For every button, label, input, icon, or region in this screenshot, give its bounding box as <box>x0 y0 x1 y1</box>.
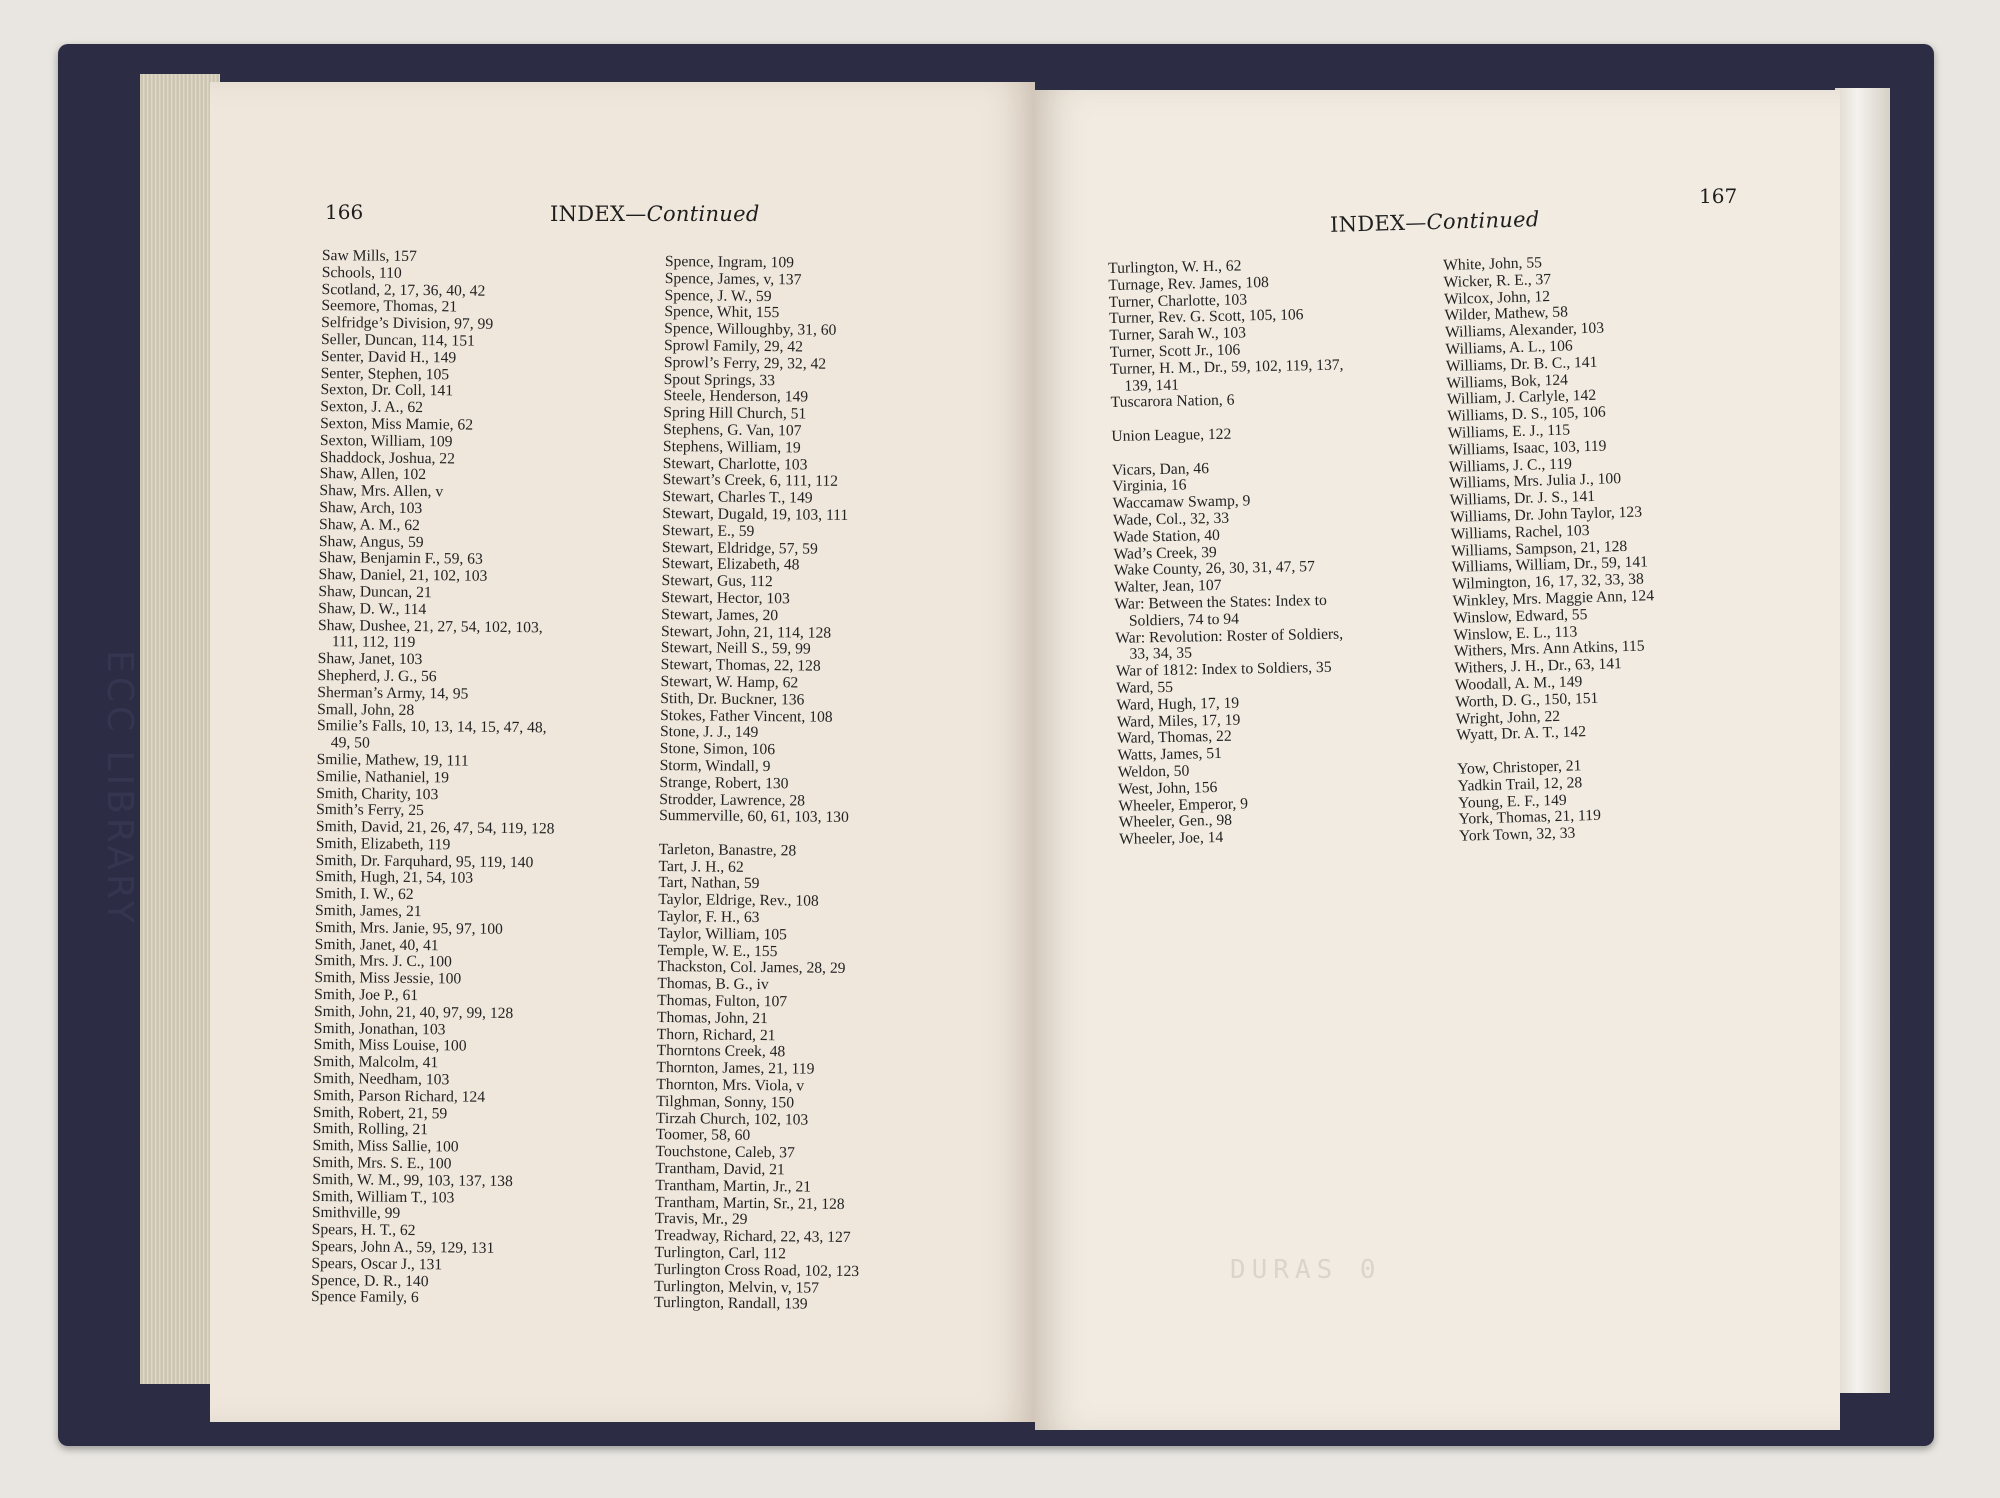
index-entry: Touchstone, Caleb, 37 <box>655 1143 795 1162</box>
index-entry: Ward, Thomas, 22 <box>1117 728 1232 748</box>
index-entry: Smith’s Ferry, 25 <box>316 801 424 820</box>
index-entry: Smith, Parson Richard, 124 <box>313 1086 486 1106</box>
index-entry: Wheeler, Emperor, 9 <box>1118 794 1249 815</box>
index-entry: Ward, Hugh, 17, 19 <box>1116 694 1240 714</box>
index-entry: Spence, D. R., 140 <box>311 1271 429 1290</box>
index-entry: Wake County, 26, 30, 31, 47, 57 <box>1113 558 1315 580</box>
index-entry: 33, 34, 35 <box>1129 644 1193 663</box>
index-entry: Stewart’s Creek, 6, 111, 112 <box>662 471 839 491</box>
index-entry: Shaw, Allen, 102 <box>319 465 427 484</box>
index-entry: Saw Mills, 157 <box>321 247 417 265</box>
index-entry: Thorntons Creek, 48 <box>656 1042 786 1061</box>
index-entry: Stewart, W. Hamp, 62 <box>660 672 799 692</box>
index-entry: Strodder, Lawrence, 28 <box>659 790 806 809</box>
index-entry: Smith, Mrs. Janie, 95, 97, 100 <box>314 918 503 938</box>
index-entry: Wad’s Creek, 39 <box>1113 543 1217 563</box>
index-entry: Shaddock, Joshua, 22 <box>319 448 456 467</box>
running-head-text: INDEX— <box>550 202 647 226</box>
index-entry: Stokes, Father Vincent, 108 <box>660 706 833 726</box>
index-entry: Sexton, Miss Mamie, 62 <box>320 414 474 434</box>
page-number-left: 166 <box>325 200 364 224</box>
index-entry: Williams, Dr. B. C., 141 <box>1445 353 1598 375</box>
index-entry: Senter, Stephen, 105 <box>320 364 450 383</box>
index-entry: Turner, Scott Jr., 106 <box>1109 341 1241 361</box>
index-entry: Shepherd, J. G., 56 <box>317 666 437 686</box>
index-entry: Spout Springs, 33 <box>663 370 776 389</box>
index-entry: Tarleton, Banastre, 28 <box>658 840 797 860</box>
index-entry: Spence, James, v, 137 <box>664 269 802 289</box>
index-entry: Smith, Rolling, 21 <box>312 1120 429 1139</box>
index-entry: Strange, Robert, 130 <box>659 773 789 793</box>
index-entry: Stewart, Eldridge, 57, 59 <box>661 538 818 558</box>
index-entry: Steele, Henderson, 149 <box>663 387 809 406</box>
running-head-continued: Continued <box>1426 207 1540 235</box>
index-entry: Shaw, Duncan, 21 <box>318 582 432 602</box>
index-entry: Walter, Jean, 107 <box>1114 577 1222 597</box>
index-entry: Withers, J. H., Dr., 63, 141 <box>1454 655 1623 677</box>
index-entry: Williams, Bok, 124 <box>1446 371 1569 392</box>
index-entry: Williams, Rachel, 103 <box>1450 521 1590 543</box>
index-entry: Smith, William T., 103 <box>311 1187 455 1207</box>
index-entry: Wilder, Mathew, 58 <box>1444 303 1569 325</box>
index-entry: Smith, Hugh, 21, 54, 103 <box>315 868 474 888</box>
index-entry: Woodall, A. M., 149 <box>1454 673 1583 694</box>
index-entry: Shaw, D. W., 114 <box>318 599 427 618</box>
index-entry: West, John, 156 <box>1117 778 1218 798</box>
index-entry: Worth, D. G., 150, 151 <box>1455 689 1599 711</box>
index-entry: Taylor, William, 105 <box>657 924 787 944</box>
index-entry: Tart, Nathan, 59 <box>658 874 760 893</box>
index-entry: Thomas, Fulton, 107 <box>657 992 788 1011</box>
index-entry: Stone, Simon, 106 <box>659 740 776 759</box>
right-page <box>1035 90 1840 1430</box>
index-entry: Withers, Mrs. Ann Atkins, 115 <box>1453 637 1645 661</box>
index-entry: Smith, Jonathan, 103 <box>313 1019 446 1038</box>
index-entry: Winslow, E. L., 113 <box>1453 622 1578 644</box>
running-head-left <box>550 202 760 226</box>
index-entry: William, J. Carlyle, 142 <box>1446 387 1597 409</box>
index-entry: Virginia, 16 <box>1112 476 1187 496</box>
index-entry: Trantham, Martin, Jr., 21 <box>655 1176 812 1196</box>
index-entry: Smith, Mrs. J. C., 100 <box>314 952 452 971</box>
index-entry: Turnage, Rev. James, 108 <box>1108 273 1270 294</box>
left-page <box>210 82 1035 1422</box>
index-entry: Thornton, James, 21, 119 <box>656 1059 815 1078</box>
index-entry: Williams, Dr. John Taylor, 123 <box>1450 503 1643 526</box>
index-entry: Turner, H. M., Dr., 59, 102, 119, 137, <box>1109 356 1344 378</box>
index-entry: Smith, I. W., 62 <box>315 885 414 904</box>
index-entry: Stewart, James, 20 <box>661 605 779 624</box>
index-entry: Stewart, Charles T., 149 <box>662 488 813 507</box>
index-entry: Smith, Janet, 40, 41 <box>314 935 439 954</box>
index-entry: Stewart, Dugald, 19, 103, 111 <box>662 504 849 524</box>
index-entry: Shaw, Angus, 59 <box>318 532 424 551</box>
index-entry: Williams, Alexander, 103 <box>1444 319 1605 342</box>
index-entry: Small, John, 28 <box>317 700 415 719</box>
index-entry: Williams, Dr. J. S., 141 <box>1449 488 1596 510</box>
library-stamp: ECC LIBRARY <box>99 650 140 927</box>
index-entry: Selfridge’s Division, 97, 99 <box>321 314 494 333</box>
index-entry: Temple, W. E., 155 <box>657 941 778 960</box>
index-entry: Smith, John, 21, 40, 97, 99, 128 <box>313 1002 514 1022</box>
index-entry: Winkley, Mrs. Maggie Ann, 124 <box>1452 587 1655 610</box>
index-entry: Schools, 110 <box>321 263 402 282</box>
index-entry: York, Thomas, 21, 119 <box>1458 807 1602 829</box>
running-head-continued: Continued <box>646 202 760 226</box>
index-entry: Stewart, Thomas, 22, 128 <box>660 656 821 675</box>
index-entry: War of 1812: Index to Soldiers, 35 <box>1115 658 1332 681</box>
index-entry: 139, 141 <box>1124 376 1180 395</box>
index-entry: Vicars, Dan, 46 <box>1111 459 1210 479</box>
index-entry: Williams, J. C., 119 <box>1448 455 1573 476</box>
index-entry: Thorn, Richard, 21 <box>656 1025 776 1044</box>
index-entry: Williams, Sampson, 21, 128 <box>1450 537 1628 560</box>
index-entry: Williams, Mrs. Julia J., 100 <box>1449 470 1622 493</box>
index-entry: Stephens, G. Van, 107 <box>663 420 802 440</box>
index-entry: Sprowl Family, 29, 42 <box>663 336 804 356</box>
index-entry: Stewart, Neill S., 59, 99 <box>660 639 811 658</box>
index-entry: Ward, 55 <box>1116 678 1174 697</box>
index-entry: Sexton, Dr. Coll, 141 <box>320 381 454 400</box>
index-entry: Spence, Willoughby, 31, 60 <box>664 320 837 339</box>
index-entry: Tart, J. H., 62 <box>658 857 744 876</box>
index-entry: White, John, 55 <box>1442 254 1543 274</box>
index-entry: Shaw, Arch, 103 <box>319 498 423 518</box>
index-entry: Senter, David H., 149 <box>320 347 457 367</box>
index-entry: Turlington Cross Road, 102, 123 <box>654 1260 860 1280</box>
index-entry: Smilie, Mathew, 19, 111 <box>316 750 469 770</box>
index-entry: Turlington, Melvin, v, 157 <box>654 1277 820 1297</box>
index-entry: Smith, W. M., 99, 103, 137, 138 <box>312 1170 513 1190</box>
index-entry: Turlington, Carl, 112 <box>654 1243 787 1263</box>
index-entry: Sprowl’s Ferry, 29, 32, 42 <box>663 353 827 373</box>
index-entry: Spence Family, 6 <box>310 1288 419 1307</box>
running-head-right <box>1330 207 1540 237</box>
index-entry: Thackston, Col. James, 28, 29 <box>657 958 846 978</box>
index-entry: Shaw, Benjamin F., 59, 63 <box>318 549 483 569</box>
index-entry: 111, 112, 119 <box>331 633 416 652</box>
index-entry: Stephens, William, 19 <box>662 437 801 457</box>
index-entry: Williams, D. S., 105, 106 <box>1447 403 1606 426</box>
index-entry: Stewart, Elizabeth, 48 <box>661 555 800 574</box>
index-entry: Spears, Oscar J., 131 <box>311 1254 443 1274</box>
index-entry: Thomas, B. G., iv <box>657 975 769 994</box>
index-entry: Smith, Joe P., 61 <box>314 986 419 1005</box>
index-entry: Spring Hill Church, 51 <box>663 404 807 423</box>
index-entry: Wicker, R. E., 37 <box>1443 270 1552 291</box>
index-entry: Sexton, William, 109 <box>319 431 453 451</box>
index-entry: Smilie, Nathaniel, 19 <box>316 767 450 787</box>
index-entry: Smith, Mrs. S. E., 100 <box>312 1153 452 1173</box>
page-edges-left <box>140 74 220 1384</box>
index-entry: Taylor, F. H., 63 <box>657 908 760 927</box>
index-entry: Ward, Miles, 17, 19 <box>1116 711 1241 731</box>
index-entry: Spears, John A., 59, 129, 131 <box>311 1237 495 1257</box>
index-entry: Wyatt, Dr. A. T., 142 <box>1456 723 1587 745</box>
index-entry: Trantham, David, 21 <box>655 1159 785 1179</box>
index-entry: Turner, Sarah W., 103 <box>1109 324 1247 345</box>
page-edges-right <box>1835 88 1890 1393</box>
index-entry: Shaw, Dushee, 21, 27, 54, 102, 103, <box>317 616 543 636</box>
index-entry: Storm, Windall, 9 <box>659 756 771 776</box>
index-entry: Stewart, E., 59 <box>662 521 755 540</box>
index-entry: Stone, J. J., 149 <box>659 723 759 742</box>
index-entry: Smith, Dr. Farquhard, 95, 119, 140 <box>315 851 534 871</box>
index-entry: Turner, Rev. G. Scott, 105, 106 <box>1108 306 1304 328</box>
index-entry: Smilie’s Falls, 10, 13, 14, 15, 47, 48, <box>316 717 547 737</box>
index-entry: Wade, Col., 32, 33 <box>1112 509 1230 529</box>
index-entry: Turner, Charlotte, 103 <box>1108 290 1248 311</box>
index-entry: Turlington, Randall, 139 <box>653 1294 808 1313</box>
index-entry: Trantham, Martin, Sr., 21, 128 <box>654 1193 845 1213</box>
index-entry: Waccamaw Swamp, 9 <box>1112 492 1251 513</box>
index-entry: Shaw, Mrs. Allen, v <box>319 482 444 501</box>
index-entry: Union League, 122 <box>1111 425 1232 445</box>
index-entry: Seller, Duncan, 114, 151 <box>320 330 475 350</box>
index-entry: Thornton, Mrs. Viola, v <box>656 1076 805 1095</box>
index-entry: Smith, Needham, 103 <box>313 1070 450 1089</box>
index-column-1 <box>311 248 561 1309</box>
index-entry: Sherman’s Army, 14, 95 <box>317 683 469 703</box>
index-entry: Williams, A. L., 106 <box>1445 337 1573 358</box>
index-entry: Seemore, Thomas, 21 <box>321 297 458 316</box>
index-entry: Shaw, Janet, 103 <box>317 650 423 669</box>
page-number-right: 167 <box>1699 184 1738 208</box>
index-entry: Spence, Ingram, 109 <box>664 253 795 272</box>
index-column-4 <box>1443 252 1661 845</box>
index-entry: Summerville, 60, 61, 103, 130 <box>659 807 849 827</box>
index-entry: Wilmington, 16, 17, 32, 33, 38 <box>1451 570 1644 594</box>
index-entry: Spence, J. W., 59 <box>664 286 772 305</box>
index-column-3 <box>1108 257 1353 849</box>
index-entry: Watts, James, 51 <box>1117 745 1223 765</box>
index-entry: Tilghman, Sonny, 150 <box>656 1092 795 1112</box>
index-entry: Spears, H. T., 62 <box>311 1221 416 1240</box>
index-entry: Weldon, 50 <box>1117 762 1190 781</box>
index-entry: Smith, Malcolm, 41 <box>313 1053 439 1072</box>
index-entry: Yow, Christoper, 21 <box>1457 757 1582 778</box>
index-entry: Wheeler, Gen., 98 <box>1118 812 1233 832</box>
index-entry: Tirzah Church, 102, 103 <box>655 1109 809 1129</box>
index-entry: Wright, John, 22 <box>1455 707 1561 728</box>
index-entry: Wade Station, 40 <box>1113 526 1221 546</box>
index-entry: Stewart, John, 21, 114, 128 <box>660 622 832 642</box>
index-entry: War: Revolution: Roster of Soldiers, <box>1115 625 1344 647</box>
index-entry: War: Between the States: Index to <box>1114 591 1327 613</box>
index-entry: Smith, James, 21 <box>314 902 422 921</box>
index-entry: Smith, Miss Sallie, 100 <box>312 1137 459 1156</box>
index-entry: Williams, William, Dr., 59, 141 <box>1451 553 1649 577</box>
index-entry: 49, 50 <box>330 734 370 752</box>
index-entry: Stewart, Hector, 103 <box>661 588 790 608</box>
index-entry: Smith, Charity, 103 <box>316 784 439 803</box>
running-head-text: INDEX— <box>1329 210 1427 237</box>
index-entry: Smith, Elizabeth, 119 <box>315 834 451 854</box>
index-entry: Treadway, Richard, 22, 43, 127 <box>654 1227 851 1247</box>
index-entry: Stewart, Charlotte, 103 <box>662 454 808 474</box>
index-entry: Wilcox, John, 12 <box>1443 287 1551 308</box>
index-entry: Shaw, A. M., 62 <box>319 515 420 534</box>
index-entry: Smith, Miss Louise, 100 <box>313 1036 467 1056</box>
index-entry: Sexton, J. A., 62 <box>320 398 424 417</box>
bleed-through-text: DURAS 0 <box>1230 1255 1382 1285</box>
index-entry: Tuscarora Nation, 6 <box>1110 391 1235 412</box>
index-entry: Taylor, Eldrige, Rev., 108 <box>658 891 819 910</box>
index-entry: Shaw, Daniel, 21, 102, 103 <box>318 566 488 585</box>
index-entry: Scotland, 2, 17, 36, 40, 42 <box>321 280 486 300</box>
index-entry: Thomas, John, 21 <box>656 1008 768 1027</box>
index-entry: Toomer, 58, 60 <box>655 1126 751 1145</box>
index-entry: Smith, Robert, 21, 59 <box>312 1103 448 1122</box>
index-entry: Smith, Miss Jessie, 100 <box>314 969 462 988</box>
index-entry: Stewart, Gus, 112 <box>661 572 773 591</box>
index-entry: Soldiers, 74 to 94 <box>1128 610 1240 630</box>
index-entry: Smith, David, 21, 26, 47, 54, 119, 128 <box>315 818 555 838</box>
index-entry: Young, E. F., 149 <box>1457 791 1567 812</box>
index-entry: Spence, Whit, 155 <box>664 303 780 322</box>
index-entry: Winslow, Edward, 55 <box>1452 605 1588 627</box>
index-entry: Williams, Isaac, 103, 119 <box>1448 437 1607 459</box>
index-entry: Turlington, W. H., 62 <box>1107 257 1242 277</box>
index-entry: Stith, Dr. Buckner, 136 <box>660 689 805 709</box>
index-entry: Wheeler, Joe, 14 <box>1118 828 1224 848</box>
index-column-2 <box>654 254 870 1314</box>
index-entry: Travis, Mr., 29 <box>654 1210 748 1229</box>
index-entry: Yadkin Trail, 12, 28 <box>1457 774 1583 795</box>
index-entry: Williams, E. J., 115 <box>1447 421 1571 442</box>
index-entry: York Town, 32, 33 <box>1458 824 1576 845</box>
index-entry: Smithville, 99 <box>311 1204 401 1223</box>
